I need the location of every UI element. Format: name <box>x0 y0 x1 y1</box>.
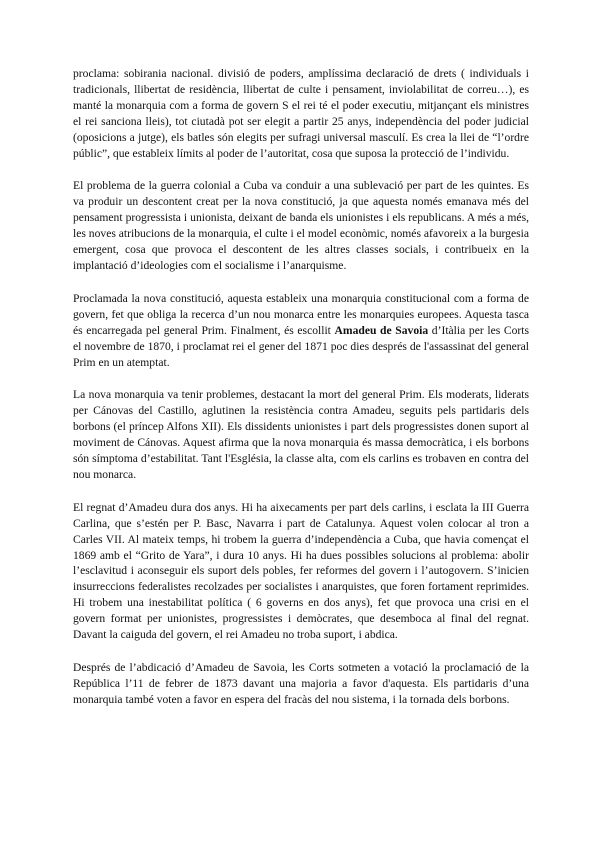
paragraph-text-after: d’Itàlia per les Corts el novembre de 1870, i proclamat rei el gener del 1871 poc dies després de l'assassinat del general Prim en un atemptat. <box>73 323 529 369</box>
paragraph-text-before: Proclamada la nova constitució, aquesta estableix una monarquia constitucional com a forma de govern, fet que obliga la recerca d’un nou monarca entre les monarquies europees. Aquesta tasca és encarregada pel general Prim. Finalment, és escollit <box>73 291 529 337</box>
paragraph-monarchy-problems: La nova monarquia va tenir problemes, destacant la mort del general Prim. Els moderats, liderats per Cánovas del Castillo, aglutinen la resistència contra Amadeu, seguits pels partidaris dels borbons (el príncep Alfons XII). Els dissidents unionistes i part dels progressistes donen suport al moviment de Cánovas. Aquest afirma que la nova monarquia és massa democràtica, i els borbons són símptoma d’estabilitat. Tant l'Església, la classe alta, com els carlins es trobaven en contra del nou monarca. <box>73 388 529 481</box>
paragraph-cuba-colonial-war: El problema de la guerra colonial a Cuba va conduir a una sublevació per part de les quintes. Es va produir un descontent creat per la nova constitució, ja que aquesta només emanava més del pensament progressista i unionista, deixant de banda els unionistes i els republicans. A més a més, les noves atribucions de la monarquia, el culte i el model econòmic, només afavoreix a la burgesia emergent, cosa que provoca el descontent de les altres classes socials, i contribueix en la implantació d’ideologies com el socialisme i l’anarquisme. <box>73 179 529 272</box>
paragraph-abdication-republic: Després de l’abdicació d’Amadeu de Savoia, les Corts sotmeten a votació la proclamació de la República l’11 de febrer de 1873 davant una majoria a favor d'aquesta. Els partidaris d’una monarquia també voten a favor en espera del fracàs del nou sistema, i la tornada dels borbons. <box>73 661 529 706</box>
document-page <box>73 66 529 725</box>
paragraph-constitution-proclamation: proclama: sobirania nacional. divisió de poders, amplíssima declaració de drets ( individuals i tradicionals, llibertat de residència, llibertat de culte i pensament, inviolabilitat de correu…), es manté la monarquia com a forma de govern S el rei té el poder executiu, mitjançant els ministres el rei sanciona lleis), tot ciutadà pot ser elegit a partir 25 anys, independència del poder judicial (oposicions a jutge), els batles són elegits per sufragi universal masculí. Es crea la llei de “l’ordre públic”, que estableix límits al poder de l’autoritat, cosa que suposa la protecció de l’individu. <box>73 67 529 160</box>
emphasized-name-amadeu: Amadeu de Savoia <box>334 323 429 337</box>
paragraph-amadeu-reign: El regnat d’Amadeu dura dos anys. Hi ha aixecaments per part dels carlins, i esclata la III Guerra Carlina, que s’estén per P. Basc, Navarra i part de Catalunya. Aquest volen colocar al tron a Carles VII. Al mateix temps, hi trobem la guerra d’independència a Cuba, que havia començat el 1869 amb el “Grito de Yara”, i dura 10 anys. Hi ha dues possibles solucions al problema: abolir l’esclavitud i aconseguir els suport dels pobles, fer reformes del govern i l’autogovern. S’inicien insurreccions federalistes recolzades per socialistes i anarquistes, que foren fortament reprimides. Hi trobem una inestabilitat política ( 6 governs en dos anys), fet que provoca una crisi en el govern format per unionistes, progressistes i demòcrates, que desemboca al final del regnat. Davant la caiguda del govern, el rei Amadeu no troba suport, i abdica. <box>73 500 529 642</box>
paragraph-new-monarch-search <box>73 291 529 371</box>
